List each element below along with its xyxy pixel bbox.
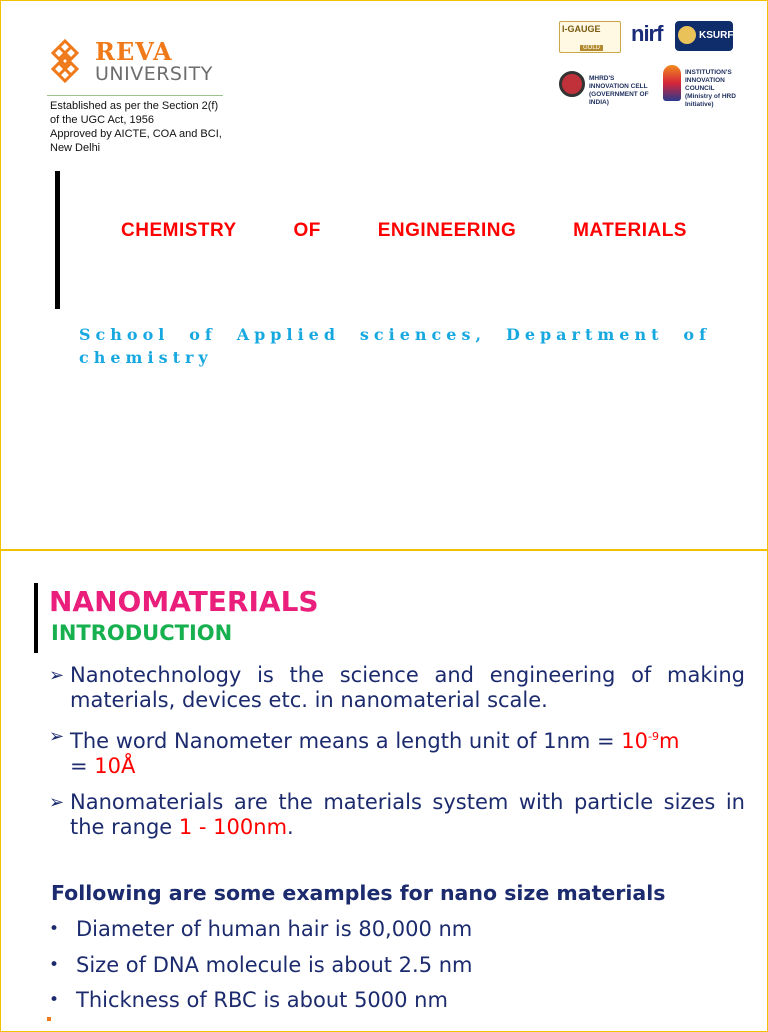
title-accent-bar (55, 171, 60, 309)
bullet-icon: • (49, 954, 60, 975)
logo-reva-text: REVA (95, 37, 173, 66)
arrow-bullet-icon: ➢ (49, 792, 65, 813)
definition-list (49, 663, 745, 851)
accreditation-line: Approved by AICTE, COA and BCI, (50, 128, 222, 140)
slide-heading: NANOMATERIALS (49, 585, 319, 618)
accreditation-line: Established as per the Section 2(f) (50, 100, 219, 112)
subtitle-word: Department (505, 325, 664, 344)
list-item: • Diameter of human hair is 80,000 nm (49, 917, 473, 941)
title-word: OF (293, 220, 321, 241)
ksurf-badge: KSURF (675, 21, 733, 51)
institutions-innovation-council-logo: INSTITUTION'S INNOVATION COUNCIL (Ministry of HRD Initiative) (663, 63, 749, 107)
list-item: ➢ Nanotechnology is the science and engineering of making materials, devices etc. in nanomaterial scale. (49, 663, 745, 712)
igauge-badge: I-GAUGE GOLD (559, 21, 621, 53)
bullet-icon: • (49, 919, 60, 939)
accreditation-line: New Delhi (50, 142, 101, 154)
gear-brain-icon (559, 71, 585, 97)
subtitle-word: chemistry (79, 348, 213, 367)
subtitle-word: sciences, (359, 325, 487, 344)
reva-university-logo (47, 37, 227, 97)
subtitle-word: of (683, 325, 711, 344)
ksurf-emblem-icon (678, 26, 696, 44)
subtitle-word: Applied (236, 325, 341, 344)
arrow-bullet-icon: ➢ (49, 726, 65, 747)
cut-off-mark (47, 1017, 51, 1021)
iic-figure-icon (663, 65, 681, 101)
accreditation-badges (559, 19, 749, 109)
list-item: ➢ Nanomaterials are the materials system with particle sizes in the range 1 - 100nm. (49, 790, 745, 839)
reva-knot-icon (47, 39, 83, 83)
department-subtitle (79, 323, 711, 369)
examples-heading: Following are some examples for nano size materials (51, 881, 666, 905)
arrow-bullet-icon: ➢ (49, 665, 65, 686)
subtitle-word: School (79, 325, 170, 344)
list-item: • Thickness of RBC is about 5000 nm (49, 988, 448, 1012)
nirf-logo: nirf (631, 21, 663, 46)
title-word: ENGINEERING (377, 220, 517, 241)
logo-university-text: UNIVERSITY (95, 63, 213, 85)
course-title (121, 220, 687, 242)
accreditation-note (50, 99, 250, 155)
title-word: MATERIALS (573, 220, 687, 241)
title-word: CHEMISTRY (121, 220, 237, 241)
accreditation-line: of the UGC Act, 1956 (50, 114, 154, 126)
logo-divider (47, 95, 223, 96)
heading-accent-bar (34, 583, 38, 653)
examples-list (49, 917, 473, 1024)
bullet-icon: • (49, 990, 60, 1010)
subtitle-word: of (189, 325, 217, 344)
mhrd-innovation-cell-logo: MHRD'S INNOVATION CELL (GOVERNMENT OF INDIA) (559, 67, 649, 107)
list-item: • Size of DNA molecule is about 2.5 nm (49, 952, 473, 977)
slide-subheading: INTRODUCTION (51, 621, 233, 645)
slide-nanomaterials (0, 550, 768, 1032)
list-item: ➢ The word Nanometer means a length unit of $1nm = 10^{-9}m$ = 10Å (49, 726, 680, 778)
